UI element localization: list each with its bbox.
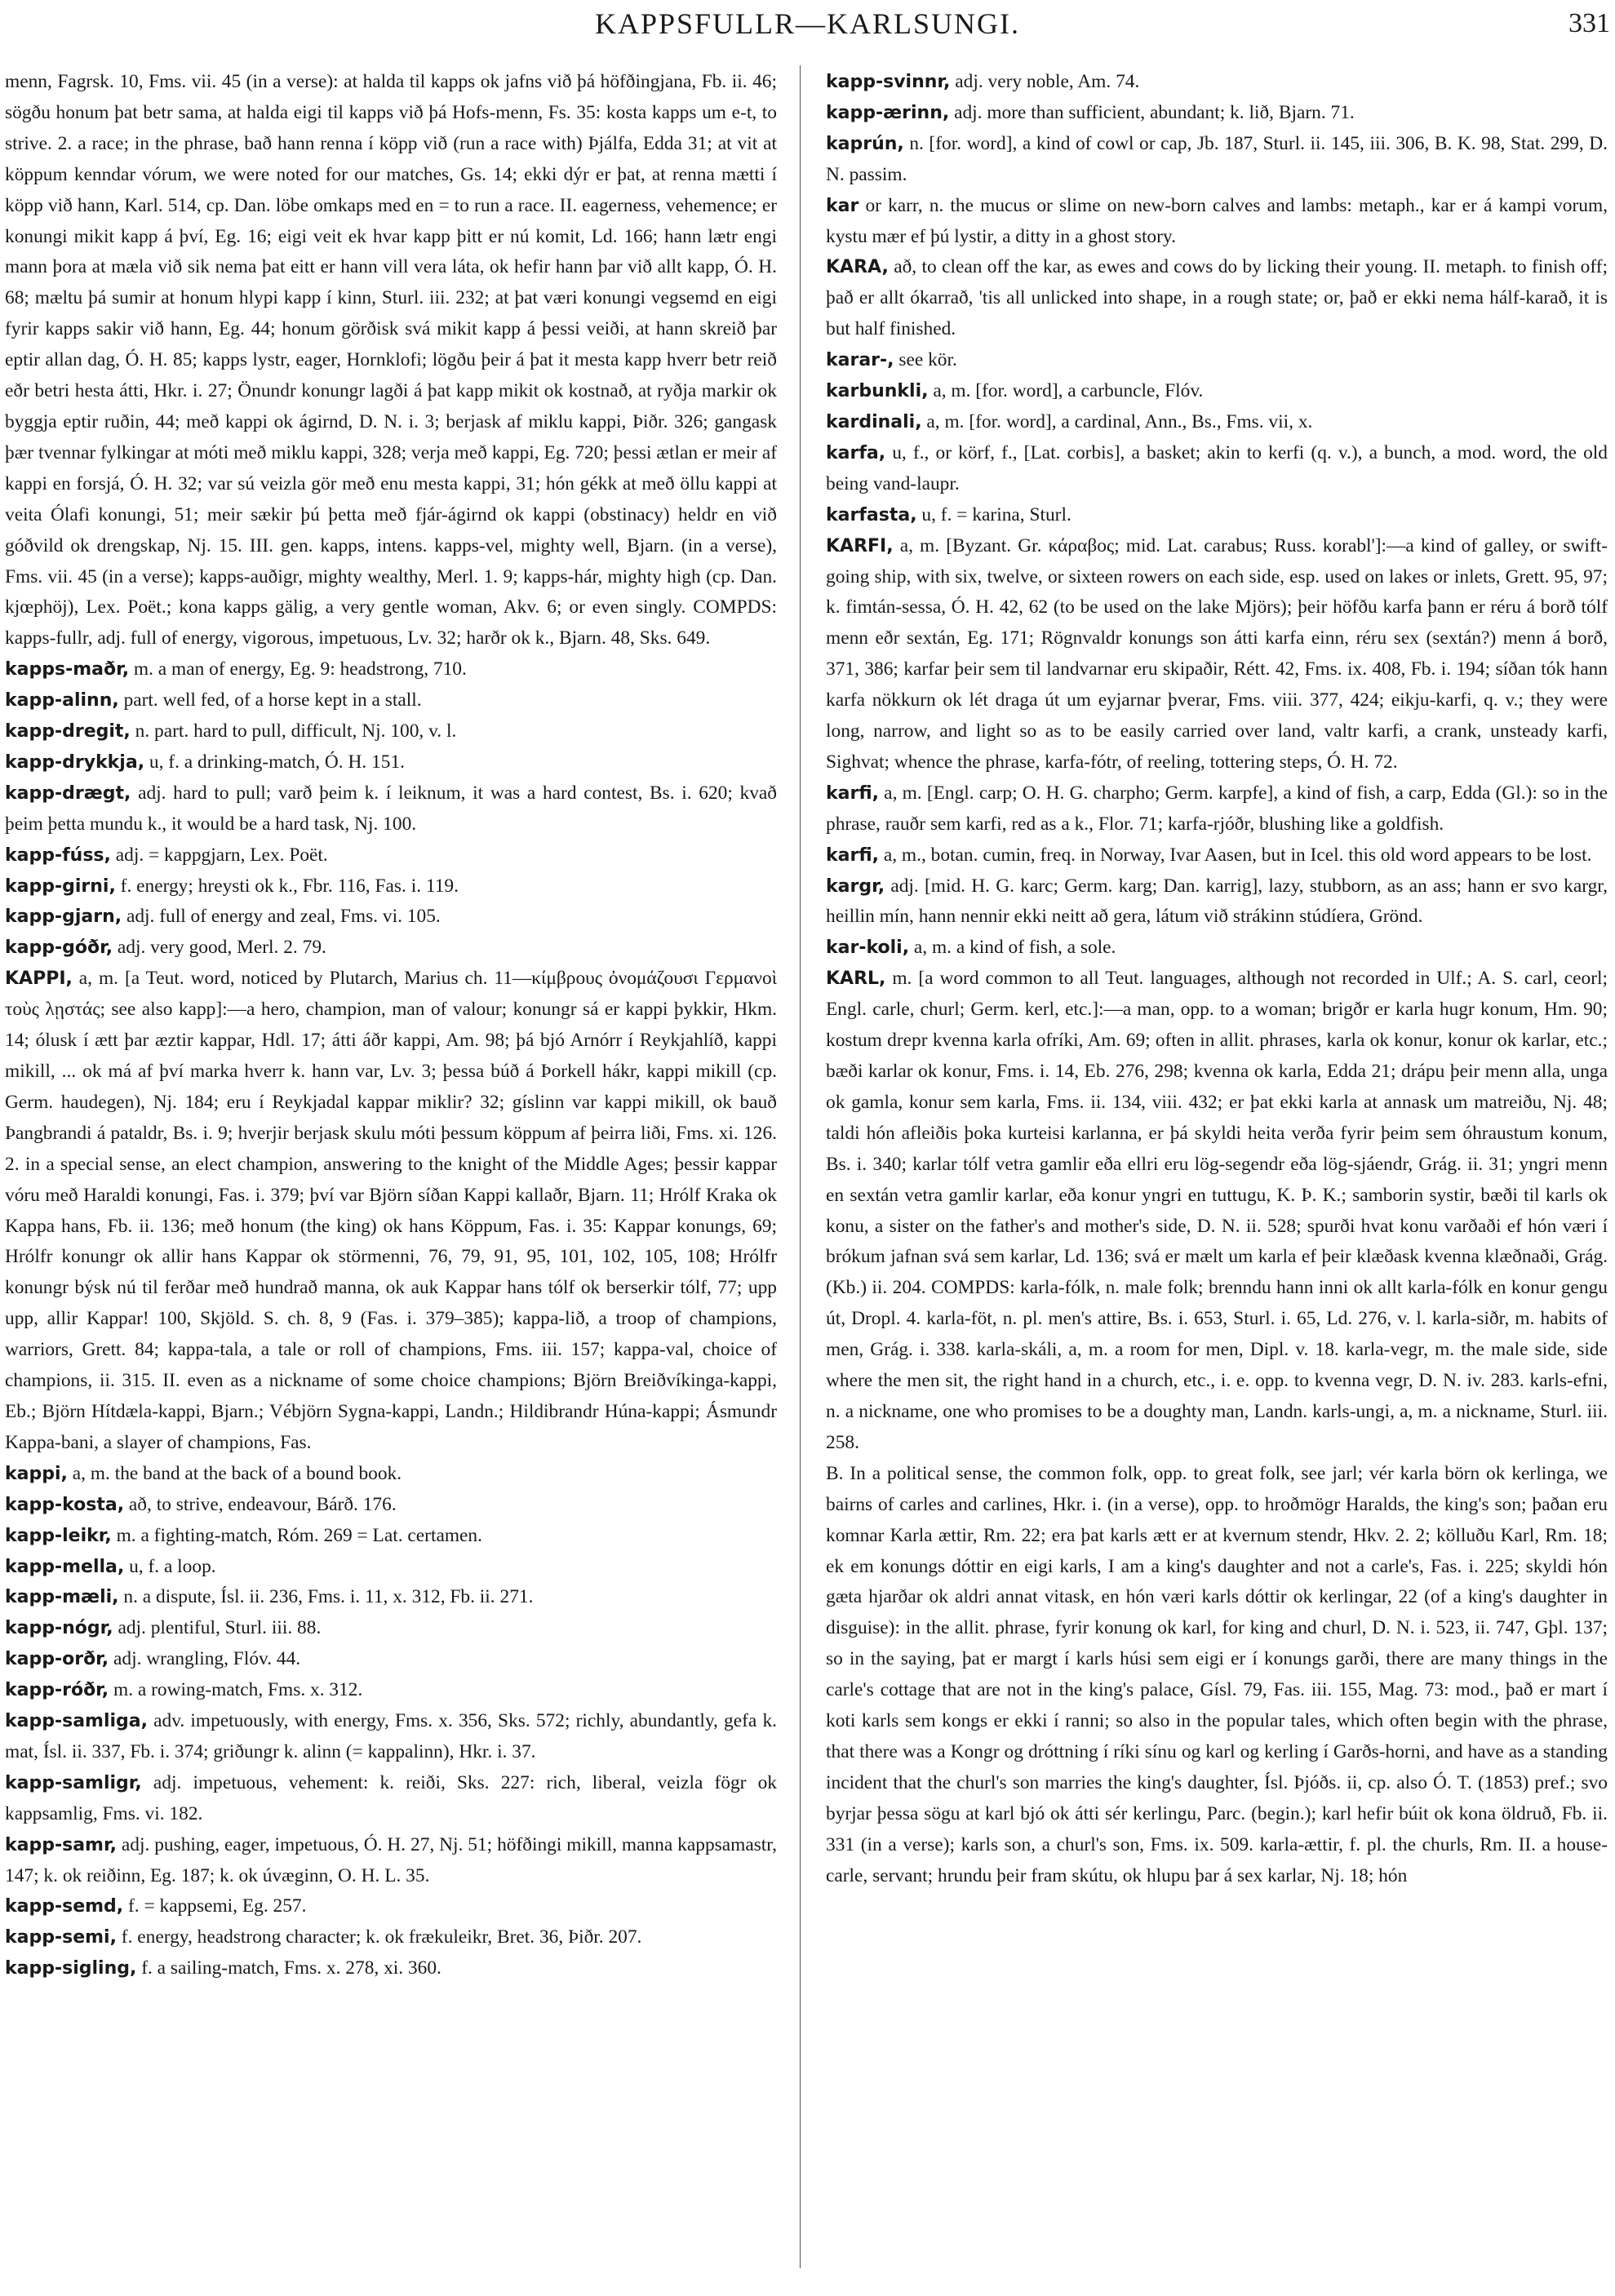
dictionary-entry	[5, 1830, 777, 1892]
entry-definition: menn, Fagrsk. 10, Fms. vii. 45 (in a verse): at halda til kapps ok jafns við þá höfðingjana, Fb. ii. 46; sögðu honum þat betr sama, at halda eigi til kapps við þá Hofs-menn, Fs. 35: kosta kapps um e-t, to strive. 2. a race; in the phrase, bað hann renna í köpp við (run a race with) Þjálfa, Edda 31; at vit at köppum kenndar vórum, we were noted for our matches, Gs. 14; ekki dýr er þat, at renna mætti í köpp við hann, Karl. 514, cp. Dan. löbe omkaps med en = to run a race. II. eagerness, vehemence; er konungi mikit kapp á því, Eg. 16; eigi veit ek hvar kapp þitt er nú komit, Ld. 166; hann lætr engi mann þora at mæla við sik nema þat eitt er hann vill vera láta, ok hefir hann þar við allt kapp, Ó. H. 68; mæltu þá sumir at honum hlypi kapp í kinn, Sturl. iii. 232; at þat væri konungi vegsemd en eigi fyrir kapps sakir við hann, Eg. 44; honum görðisk svá mikit kapp á þessi veiði, at hann skreið þar eptir allan dag, Ó. H. 85; kapps lystr, eager, Hornklofi; lögðu þeir á þat it mesta kapp hverr betr reið eðr betri hesta átti, Hkr. i. 27; Önundr konungr lagði á þat kapp mikit ok kostnað, at ryðja markir ok byggja eptir ruðin, 44; með kappi ok ágirnd, D. N. i. 3; berjask af miklu kappi, Þiðr. 326; gangask þær tvennar fylkingar at móti með miklu kappi, 328; verja með kappi, Eg. 720; þessi ætlan er meir af kappi en forsjá, Ó. H. 32; var sú veizla gör með enu mesta kappi, 31; hón gékk at með öllu kappi at veita Ólafi konungi, 51; meir sækir þú þetta með fjár-ágirnd ok kappi (obstinacy) heldr en við góðvild ok drengskap, Nj. 15. III. gen. kapps, intens. kapps-vel, mighty well, Bjarn. (in a verse), Fms. vii. 45 (in a verse); kapps-auðigr, mighty wealthy, Merl. 1. 9; kapps-hár, mighty high (cp. Dan. kjœphöj), Lex. Poët.; kona kapps gälig, a very gentle woman, Akv. 6; or even singly. COMPDS: kapps-fullr, adj. full of energy, vigorous, impetuous, Lv. 32; harðr ok k., Bjarn. 48, Sks. 649.	[5, 71, 777, 649]
entry-headword: kapp-leikr,	[5, 1525, 112, 1546]
entry-headword: karfi,	[826, 844, 879, 866]
dictionary-entry	[826, 98, 1608, 129]
entry-definition: adj. very good, Merl. 2. 79.	[113, 937, 326, 959]
dictionary-entry	[5, 1922, 777, 1953]
right-column	[826, 67, 1608, 2278]
dictionary-entry	[5, 716, 777, 747]
entry-headword: kapp-orðr,	[5, 1649, 109, 1670]
entry-headword: kardinali,	[826, 411, 922, 432]
page-header	[0, 0, 1615, 65]
entry-headword: kapp-ærinn,	[826, 102, 950, 123]
entry-definition: að, to strive, endeavour, Bárð. 176.	[124, 1493, 397, 1515]
dictionary-entry	[826, 933, 1608, 964]
entry-headword: kapp-dregit,	[5, 721, 131, 742]
entry-headword: kapp-sigling,	[5, 1958, 137, 1979]
dictionary-entry	[826, 252, 1608, 345]
entry-definition: adj. impetuous, vehement: k. reiði, Sks. 227: rich, liberal, veizla fögr ok kappsamlig, Fms. vi. 182.	[5, 1771, 777, 1824]
dictionary-entry	[826, 191, 1608, 253]
dictionary-entry	[826, 778, 1608, 840]
entry-definition: a, m. [Engl. carp; O. H. G. charpho; Germ. karpfe], a kind of fish, a carp, Edda (Gl.): so in the phrase, rauðr sem karfi, red as a k., Flor. 71; karfa-rjóðr, blushing like a goldfish.	[826, 782, 1608, 835]
entry-headword: kapp-semd,	[5, 1896, 124, 1917]
entry-headword: kar-koli,	[826, 937, 910, 959]
dictionary-entry	[5, 747, 777, 778]
entry-definition: m. a rowing-match, Fms. x. 312.	[109, 1679, 363, 1701]
running-title: KAPPSFULLR—KARLSUNGI.	[594, 7, 1021, 40]
dictionary-entry	[5, 1459, 777, 1490]
dictionary-entry	[5, 1706, 777, 1768]
dictionary-entry	[5, 1953, 777, 1984]
entry-definition: m. a fighting-match, Róm. 269 = Lat. certamen.	[111, 1524, 482, 1546]
entry-definition: u, f. = karina, Sturl.	[916, 503, 1071, 525]
entry-headword: kapp-gjarn,	[5, 906, 122, 928]
entry-headword: karfasta,	[826, 504, 917, 525]
entry-definition: u, f., or körf, f., [Lat. corbis], a basket; akin to kerfi (q. v.), a bunch, a mod. word, the old being vand-laupr.	[826, 441, 1608, 494]
entry-headword: KARFI,	[826, 535, 894, 556]
entry-headword: kapp-girni,	[5, 875, 116, 897]
entry-definition: a, m. [a Teut. word, noticed by Plutarch, Marius ch. 11—κίμβρους ὀνομάζουσι Γερμανοὶ τοὺς λῃστάς; see also kapp]:—a hero, champion, man of valour; konungr sá er kappi þykkir, Hkm. 14; ólusk í ætt þar æztir kappar, Hdl. 17; átti áðr kappi, Am. 98; þá bjó Arnórr í Reykjahlíð, kappi mikill, ... ok má af því marka hverr k. hann var, Lv. 3; þessa búð á Þorkell hákr, kappi mikill (cp. Germ. haudegen), Nj. 184; eru í Reykjadal kappar miklir? 32; gíslinn var kappi mikill, ok bauð Þangbrandi á pataldr, Bs. i. 9; hverjir berjask skulu móti þessum köppum af þeirra liði, Fms. xi. 126. 2. in a special sense, an elect champion, answering to the knight of the Middle Ages; þessir kappar vóru með Haraldi konungi, Fas. i. 379; því var Björn síðan Kappi kallaðr, Bjarn. 11; Hrólf Kraka ok Kappa hans, Fb. ii. 136; með honum (the king) ok hans Köppum, Fas. i. 35: Kappar konungs, 69; Hrólfr konungr ok allir hans Kappar ok störmenni, 76, 79, 91, 95, 101, 102, 105, 108; Hrólfr konungr býsk nú til ferðar með hundrað manna, ok auk Kappar hans tólf ok berserkir tólf, 77; upp upp, allir Kappar! 100, Skjöld. S. ch. 8, 9 (Fas. i. 379–385); kappa-lið, a troop of champions, warriors, Grett. 84; kappa-tala, a tale or roll of champions, Fms. iii. 157; kappa-val, choice of champions, ii. 315. II. even as a nickname of some choice champions; Björn Breiðvíkinga-kappi, Eb.; Björn Hítdæla-kappi, Bjarn.; Vébjörn Sygna-kappi, Landn.; Hildibrandr Húna-kappi; Ásmundr Kappa-bani, a slayer of champions, Fas.	[5, 968, 777, 1453]
page-number: 331	[1568, 8, 1610, 38]
entry-definition: adv. impetuously, with energy, Fms. x. 356, Sks. 572; richly, abundantly, gefa k. mat, Ísl. ii. 337, Fb. i. 374; griðungr k. alinn (= kappalinn), Hkr. i. 37.	[5, 1710, 777, 1762]
entry-definition: see kör.	[894, 349, 957, 371]
entry-headword: karbunkli,	[826, 381, 929, 402]
dictionary-entry	[5, 1613, 777, 1644]
dictionary-entry	[5, 1552, 777, 1583]
entry-headword: karar-,	[826, 350, 894, 371]
dictionary-entry	[5, 1521, 777, 1552]
dictionary-entry	[826, 407, 1608, 438]
entry-headword: kargr,	[826, 875, 885, 897]
entry-definition: a, m. a kind of fish, a sole.	[909, 937, 1116, 959]
entry-headword: kapp-nógr,	[5, 1618, 113, 1639]
entry-definition: adj. very noble, Am. 74.	[950, 71, 1140, 92]
entry-headword: kapp-drykkja,	[5, 751, 145, 773]
dictionary-entry	[826, 531, 1608, 778]
dictionary-entry	[5, 933, 777, 964]
entry-definition: part. well fed, of a horse kept in a stall.	[118, 689, 422, 711]
dictionary-entry	[5, 871, 777, 902]
dictionary-entry	[5, 1768, 777, 1830]
entry-headword: kapp-samr,	[5, 1834, 117, 1855]
entry-headword: kapp-róðr,	[5, 1680, 109, 1701]
dictionary-entry	[826, 129, 1608, 191]
entry-definition: adj. hard to pull; varð þeim k. í leiknum, it was a hard contest, Bs. i. 620; kvað þeim þetta mundu k., it would be a hard task, Nj. 100.	[5, 782, 777, 835]
entry-headword: kapp-samliga,	[5, 1711, 149, 1732]
entry-definition: f. energy; hreysti ok k., Fbr. 116, Fas. i. 119.	[115, 875, 459, 897]
entry-definition: a, m. [for. word], a cardinal, Ann., Bs., Fms. vii, x.	[921, 410, 1313, 432]
entry-headword: karfa,	[826, 442, 886, 463]
entry-definition: a, m. the band at the back of a bound book.	[67, 1462, 402, 1484]
entry-definition: B. In a political sense, the common folk, opp. to great folk, see jarl; vér karla börn ok kerlinga, we bairns of carles and carlines, Hkr. i. (in a verse), opp. to hroðmögr Haralds, the king's son; þaðan eru komnar Karla ættir, Rm. 22; era þat karls ætt er at kvernum stendr, Hkv. 2. 2; kölluðu Karl, Rm. 18; ek em konungs dóttir en eigi karls, I am a king's daughter and not a carle's, Fas. i. 225; skyldi hón gæta hjarðar ok aldri annat vitask, en hón væri karls dóttir ok kerlingar, 22 (of a king's daughter in disguise): in the allit. phrase, fyrir konung ok karl, for king and churl, D. N. i. 523, ii. 747, Gþl. 137; so in the saying, þat er margt í karls húsi sem eigi er í konungs garði, there are many things in the carle's cottage that are not in the king's palace, Gísl. 79, Fas. iii. 155, Mag. 73: mod., það er mart í koti karls sem kongs er ekki í ranni; so also in the popular tales, which often begin with the phrase, that there was a Kongr og dróttning í ríki sínu og karl og kerling í Garðs-horni, and have as a standing incident that the churl's son marries the king's daughter, Ísl. Þjóðs. ii, cp. also Ó. T. (1853) pref.; svo byrjar þessa sögu at karl bjó ok átti sér kerlingu, Parc. (begin.); karl hefir búit ok kona öldruð, Fb. ii. 331 (in a verse); karls son, a churl's son, Fms. ix. 509. karla-ættir, f. pl. the churls, Rm. II. a house-carle, servant; hrundu þeir fram skútu, ok hlupu þar á sex karlar, Nj. 18; hón	[826, 1462, 1608, 1886]
entry-headword: kapp-svinnr,	[826, 72, 951, 92]
entry-definition: adj. more than sufficient, abundant; k. lið, Bjarn. 71.	[949, 101, 1355, 123]
dictionary-entry	[5, 840, 777, 871]
entry-definition: adj. full of energy and zeal, Fms. vi. 105.	[122, 906, 441, 928]
entry-headword: kapp-alinn,	[5, 690, 119, 711]
dictionary-entry	[826, 500, 1608, 531]
dictionary-entry	[5, 654, 777, 685]
dictionary-entry	[826, 438, 1608, 500]
dictionary-entry	[5, 1582, 777, 1613]
entry-definition: m. [a word common to all Teut. languages, although not recorded in Ulf.; A. S. carl, ceorl; Engl. carle, churl; Germ. kerl, etc.]:—a man, opp. to a woman; brigðr er karla hugr konum, Hm. 90; kostum drepr kvenna karla ofríki, Am. 69; often in allit. phrases, karla ok konur, konur ok karlar, etc.; bæði karlar ok konur, Fms. i. 14, Eb. 276, 298; kvenna ok karla, Edda 21; drápu þeir menn alla, unga ok gamla, konur sem karla, Fms. ii. 134, viii. 432; er þat ekki karla at annask um matreiðu, Nj. 48; taldi hón afleiðis þoka kurteisi karlanna, er þá skyldi heita verða fyrir þeim sem óhraustum konum, Bs. i. 340; karlar tólf vetra gamlir eða ellri eru lög-segendr eða lög-sjáendr, Grág. ii. 31; yngri menn en sextán vetra gamlir karlar, eða konur yngri en tuttugu, K. Þ. K.; samborin systir, bæði til karls ok konu, a sister on the father's and mother's side, D. N. ii. 528; spurði hvat konu varðaði ef hón væri í brókum jafnan svá sem karlar, Ld. 136; svá er mælt um karla ef þeir klæðask kvenna klæðnaði, Grág. (Kb.) ii. 204. COMPDS: karla-fólk, n. male folk; brenndu hann inni ok allt karla-fólk en konur gengu út, Dropl. 4. karla-föt, n. pl. men's attire, Bs. i. 653, Sturl. i. 65, Ld. 276, v. l. karla-siðr, m. habits of men, Grág. i. 338. karla-skáli, a, m. a room for men, Dipl. v. 18. karla-vegr, m. the male side, side where the men sit, the right hand in a church, etc., i. e. opp. to kvenna vegr, D. N. iv. 283. karls-efni, n. a nickname, one who promises to be a doughty man, Landn. karls-ungi, a, m. a nickname, Sturl. iii. 258.	[826, 968, 1608, 1453]
entry-headword: kapp-mella,	[5, 1556, 125, 1577]
entry-definition: adj. wrangling, Flóv. 44.	[109, 1648, 301, 1670]
dictionary-entry	[5, 778, 777, 840]
entry-definition: adj. = kappgjarn, Lex. Poët.	[110, 844, 328, 866]
entry-definition: f. = kappsemi, Eg. 257.	[123, 1895, 307, 1917]
entry-definition: n. part. hard to pull, difficult, Nj. 100, v. l.	[130, 720, 457, 742]
column-divider	[800, 65, 801, 2268]
dictionary-entry	[5, 1490, 777, 1521]
entry-definition: n. [for. word], a kind of cowl or cap, Jb. 187, Sturl. ii. 145, iii. 306, B. K. 98, Stat. 299, D. N. passim.	[826, 132, 1608, 185]
entry-headword: kapp-semi,	[5, 1927, 117, 1948]
dictionary-entry	[5, 1675, 777, 1706]
entry-definition: að, to clean off the kar, as ewes and cows do by licking their young. II. metaph. to finish off; það er allt ókarrað, 'tis all unlicked into shape, in a rough state; or, það er ekki nema hálf-karað, it is but half finished.	[826, 256, 1608, 340]
dictionary-entry	[5, 67, 777, 654]
entry-headword: kapp-mæli,	[5, 1587, 119, 1608]
entry-headword: kapp-kosta,	[5, 1494, 125, 1515]
entry-headword: kapp-góðr,	[5, 937, 113, 959]
entry-definition: adj. plentiful, Sturl. iii. 88.	[113, 1617, 322, 1639]
entry-definition: f. a sailing-match, Fms. x. 278, xi. 360.	[136, 1957, 441, 1979]
entry-headword: KARA,	[826, 257, 889, 278]
dictionary-entry	[826, 376, 1608, 407]
entry-headword: kappi,	[5, 1463, 68, 1484]
entry-definition: m. a man of energy, Eg. 9: headstrong, 710.	[129, 658, 467, 680]
entry-definition: a, m., botan. cumin, freq. in Norway, Ivar Aasen, but in Icel. this old word appears to be lost.	[879, 844, 1592, 866]
dictionary-entry	[826, 1459, 1608, 1892]
entry-definition: f. energy, headstrong character; k. ok frækuleikr, Bret. 36, Þiðr. 207.	[116, 1926, 642, 1948]
dictionary-entry	[5, 964, 777, 1459]
dictionary-entry	[5, 685, 777, 716]
dictionary-entry	[5, 1644, 777, 1675]
entry-definition: n. a dispute, Ísl. ii. 236, Fms. i. 11, x. 312, Fb. ii. 271.	[118, 1586, 534, 1608]
dictionary-entry	[826, 840, 1608, 871]
entry-headword: kapp-drægt,	[5, 782, 131, 804]
entry-definition: adj. [mid. H. G. karc; Germ. karg; Dan. karrig], lazy, stubborn, as an ass; hann er svo kargr, heillin mín, hann nennir ekki neitt að gera, látum við strákinn stúdíera, Grönd.	[826, 875, 1608, 928]
dictionary-entry	[5, 1891, 777, 1922]
entry-headword: karfi,	[826, 782, 879, 804]
entry-headword: kapps-maðr,	[5, 659, 130, 680]
entry-headword: KAPPI,	[5, 968, 73, 990]
entry-definition: or karr, n. the mucus or slime on new-born calves and lambs: metaph., kar er á kampi vorum, kystu mær ef þú lystir, a ditty in a ghost story.	[826, 194, 1608, 247]
entry-definition: u, f. a loop.	[124, 1555, 216, 1577]
left-column	[5, 67, 777, 2278]
entry-definition: a, m. [for. word], a carbuncle, Flóv.	[928, 380, 1204, 402]
dictionary-entry	[826, 67, 1608, 98]
dictionary-entry	[826, 345, 1608, 376]
entry-headword: kar	[826, 195, 859, 216]
dictionary-entry	[826, 964, 1608, 1459]
dictionary-entry	[5, 902, 777, 933]
entry-definition: a, m. [Byzant. Gr. κάραβος; mid. Lat. carabus; Russ. korabl']:—a kind of galley, or swift-going ship, with six, twelve, or sixteen rowers on each side, esp. used on lakes or inlets, Grett. 95, 97; k. fimtán-sessa, Ó. H. 42, 62 (to be used on the lake Mjörs); þeir höfðu karfa þann er réru á borð tólf menn eðr sextán, Eg. 171; Rögnvaldr konungs son átti karfa einn, réru sex (sextán?) menn á borð, 371, 386; karfar þeir sem til landvarnar eru skipaðir, Rétt. 42, Fms. ix. 408, Fb. i. 194; síðan tók hann karfa nökkurn ok lét draga út um eyjarnar þverar, Fms. viii. 377, 424; eikju-karfi, q. v.; they were long, narrow, and light so as to be easily carried over land, valtr karfi, a crank, unsteady karfi, Sighvat; whence the phrase, karfa-fótr, of reeling, tottering steps, Ó. H. 72.	[826, 534, 1608, 773]
dictionary-entry	[826, 871, 1608, 933]
entry-definition: u, f. a drinking-match, Ó. H. 151.	[144, 751, 406, 773]
entry-headword: kapp-fúss,	[5, 844, 111, 866]
entry-headword: kapp-samligr,	[5, 1772, 142, 1793]
entry-definition: adj. pushing, eager, impetuous, Ó. H. 27, Nj. 51; höfðingi mikill, manna kappsamastr, 147; k. ok reiðinn, Eg. 187; k. ok úvæginn, O. H. L. 35.	[5, 1833, 777, 1886]
entry-headword: kaprún,	[826, 133, 904, 154]
entry-headword: KARL,	[826, 968, 886, 990]
